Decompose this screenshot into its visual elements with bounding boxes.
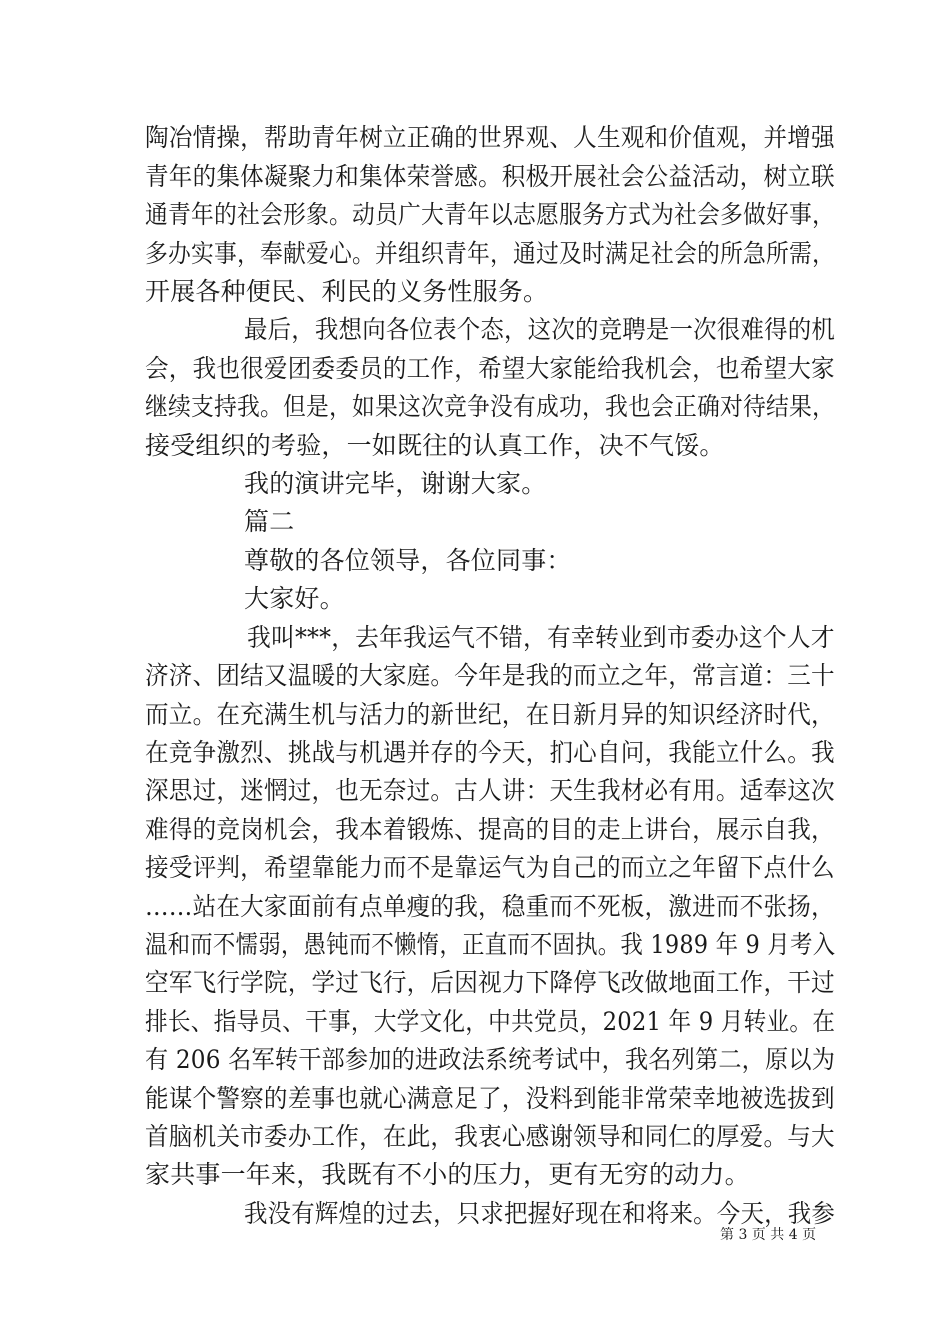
- text-line: 青年的集体凝聚力和集体荣誉感。积极开展社会公益活动，树立联: [145, 162, 835, 191]
- text-line: 通青年的社会形象。动员广大青年以志愿服务方式为社会多做好事，: [145, 200, 836, 229]
- text-line: 接受评判，希望靠能力而不是靠运气为自己的而立之年留下点什么: [145, 853, 835, 882]
- text-line: 继续支持我。但是，如果这次竞争没有成功，我也会正确对待结果，: [145, 392, 836, 421]
- text-line: ……站在大家面前有点单瘦的我，稳重而不死板，激进而不张扬，: [145, 892, 835, 921]
- text-line: 深思过，迷惘过，也无奈过。古人讲：天生我材必有用。适奉这次: [145, 776, 835, 805]
- text-line: 空军飞行学院，学过飞行，后因视力下降停飞改做地面工作，干过: [145, 968, 835, 997]
- text-line: 在竞争激烈、挑战与机遇并存的今天，扪心自问，我能立什么。我: [145, 738, 835, 767]
- text-line: 我的演讲完毕，谢谢大家。: [244, 469, 547, 498]
- text-line: 有 206 名军转干部参加的进政法系统考试中，我名列第二，原以为: [145, 1045, 836, 1074]
- text-line: 首脑机关市委办工作，在此，我衷心感谢领导和同仁的厚爱。与大: [145, 1122, 835, 1151]
- text-line: 多办实事，奉献爱心。并组织青年，通过及时满足社会的所急所需，: [145, 239, 836, 268]
- text-line: 难得的竞岗机会，我本着锻炼、提高的目的走上讲台，展示自我，: [145, 815, 835, 844]
- text-line: 能谋个警察的差事也就心满意足了，没料到能非常荣幸地被选拔到: [145, 1084, 835, 1113]
- section-heading: 篇二: [244, 507, 295, 536]
- text-line: 开展各种便民、利民的义务性服务。: [145, 277, 549, 306]
- text-line: 尊敬的各位领导，各位同事：: [244, 546, 572, 575]
- text-line: 家共事一年来，我既有不小的压力，更有无穷的动力。: [145, 1160, 750, 1189]
- text-line: 接受组织的考验，一如既往的认真工作，决不气馁。: [145, 431, 725, 460]
- text-line: 我叫***，去年我运气不错，有幸转业到市委办这个人才: [247, 623, 835, 652]
- text-line: 陶冶情操，帮助青年树立正确的世界观、人生观和价值观，并增强: [145, 123, 835, 152]
- page-number-footer: 第 3 页 共 4 页: [720, 1227, 817, 1243]
- text-line: 温和而不懦弱，愚钝而不懒惰，正直而不固执。我 1989 年 9 月考入: [145, 930, 836, 959]
- text-line: 而立。在充满生机与活力的新世纪，在日新月异的知识经济时代，: [145, 700, 835, 729]
- text-line: 排长、指导员、干事，大学文化，中共党员，2021 年 9 月转业。在: [145, 1007, 836, 1036]
- text-line: 会，我也很爱团委委员的工作，希望大家能给我机会，也希望大家: [145, 354, 835, 383]
- text-line: 最后，我想向各位表个态，这次的竞聘是一次很难得的机: [244, 315, 836, 344]
- text-line: 济济、团结又温暖的大家庭。今年是我的而立之年，常言道：三十: [145, 661, 835, 690]
- text-line: 我没有辉煌的过去，只求把握好现在和将来。今天，我参: [244, 1199, 836, 1228]
- text-line: 大家好。: [244, 584, 345, 613]
